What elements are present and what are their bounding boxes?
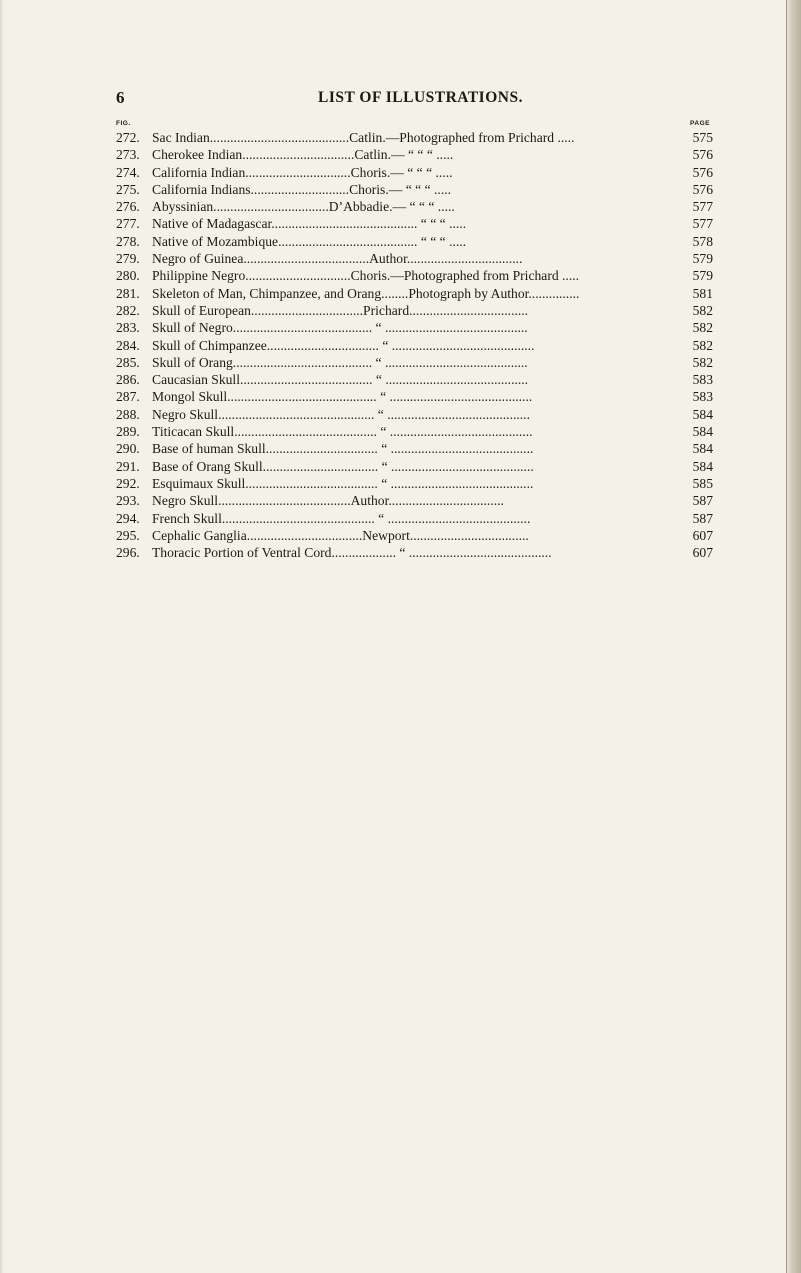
list-item	[116, 388, 713, 405]
list-item	[116, 164, 713, 181]
entry-page-number: 582	[692, 354, 713, 370]
page-left-edge	[0, 0, 4, 1273]
page-number: 6	[116, 88, 125, 107]
entry-page-number: 577	[692, 199, 713, 215]
entry-number: 295.	[116, 527, 140, 543]
entry-page-number: 579	[692, 268, 713, 284]
entry-description: Skull of European.................................Prichard...................................	[152, 302, 529, 318]
entry-number: 285.	[116, 354, 140, 370]
entry-number: 274.	[116, 164, 140, 180]
entry-page-number: 577	[692, 216, 713, 232]
fig-column-label: FIG.	[116, 120, 131, 127]
entry-number: 290.	[116, 441, 140, 457]
entry-number: 289.	[116, 424, 140, 440]
entry-page-number: 576	[692, 181, 713, 197]
entry-number: 272.	[116, 130, 140, 145]
list-item	[116, 285, 713, 302]
list-item	[116, 527, 713, 544]
entry-description: Mongol Skull............................................ “ ..........................................	[152, 389, 533, 405]
entry-number: 280.	[116, 268, 140, 284]
list-item	[116, 181, 713, 198]
entry-page-number: 607	[692, 527, 713, 543]
entry-description: California Indians.............................Choris.— “ “ “ .....	[152, 181, 452, 197]
entry-description: California Indian...............................Choris.— “ “ “ .....	[152, 164, 453, 180]
entry-page-number: 578	[692, 233, 713, 249]
entry-number: 294.	[116, 510, 140, 526]
list-item	[116, 129, 713, 146]
page-right-edge	[786, 0, 801, 1273]
entry-page-number: 584	[692, 406, 713, 422]
page-header	[0, 88, 801, 112]
list-item	[116, 302, 713, 319]
entry-page-number: 585	[692, 475, 713, 491]
entry-page-number: 582	[692, 302, 713, 318]
list-item	[116, 458, 713, 475]
entry-number: 288.	[116, 406, 140, 422]
entry-description: Caucasian Skull....................................... “ ..........................................	[152, 372, 529, 388]
list-item	[116, 250, 713, 267]
entry-description: Esquimaux Skull....................................... “ ..........................................	[152, 475, 534, 491]
list-item	[116, 146, 713, 163]
entry-description: Skull of Chimpanzee................................. “ ..........................................	[152, 337, 535, 353]
entry-page-number: 583	[692, 389, 713, 405]
list-item	[116, 337, 713, 354]
entry-page-number: 583	[692, 372, 713, 388]
list-item	[116, 475, 713, 492]
list-item	[116, 492, 713, 509]
list-item	[116, 371, 713, 388]
entry-number: 276.	[116, 199, 140, 215]
entry-page-number: 576	[692, 164, 713, 180]
entry-number: 286.	[116, 372, 140, 388]
entry-number: 282.	[116, 302, 140, 318]
entry-page-number: 584	[692, 441, 713, 457]
entry-number: 273.	[116, 147, 140, 163]
entry-description: Cephalic Ganglia..................................Newport...................................	[152, 527, 529, 543]
entry-description: Negro Skull.............................................. “ ..........................................	[152, 406, 530, 422]
entry-page-number: 607	[692, 545, 713, 561]
entry-description: French Skull............................................. “ ..........................................	[152, 510, 531, 526]
entry-description: Native of Mozambique......................................... “ “ “ .....	[152, 233, 467, 249]
entry-page-number: 587	[692, 510, 713, 526]
entry-page-number: 581	[692, 285, 713, 301]
entry-page-number: 584	[692, 458, 713, 474]
entry-number: 283.	[116, 320, 140, 336]
entry-description: Skeleton of Man, Chimpanzee, and Orang........Photograph by Author...............	[152, 285, 580, 301]
entry-page-number: 575	[692, 130, 713, 145]
entry-number: 281.	[116, 285, 140, 301]
entry-description: Base of Orang Skull.................................. “ ..........................................	[152, 458, 534, 474]
entry-description: Abyssinian..................................D’Abbadie.— “ “ “ .....	[152, 199, 455, 215]
entry-description: Native of Madagascar........................................... “ “ “ .....	[152, 216, 467, 232]
list-item	[116, 354, 713, 371]
list-item	[116, 233, 713, 250]
entry-description: Skull of Orang......................................... “ ..........................................	[152, 354, 528, 370]
illustration-list	[116, 129, 713, 561]
entry-page-number: 582	[692, 337, 713, 353]
entry-description: Titicacan Skull.......................................... “ ..........................................	[152, 424, 533, 440]
entry-description: Cherokee Indian.................................Catlin.— “ “ “ .....	[152, 147, 454, 163]
list-item	[116, 544, 713, 561]
list-item	[116, 319, 713, 336]
entry-page-number: 584	[692, 424, 713, 440]
list-item	[116, 198, 713, 215]
entry-number: 293.	[116, 493, 140, 509]
list-item	[116, 267, 713, 284]
list-item	[116, 406, 713, 423]
list-item	[116, 423, 713, 440]
entry-number: 292.	[116, 475, 140, 491]
entry-number: 284.	[116, 337, 140, 353]
entry-description: Skull of Negro......................................... “ ..........................................	[152, 320, 528, 336]
entry-page-number: 579	[692, 251, 713, 267]
entry-number: 296.	[116, 545, 140, 561]
entry-number: 279.	[116, 251, 140, 267]
entry-page-number: 576	[692, 147, 713, 163]
entry-description: Base of human Skull................................. “ ..........................................	[152, 441, 534, 457]
entry-page-number: 582	[692, 320, 713, 336]
page-column-label: PAGE	[690, 120, 710, 127]
entry-number: 287.	[116, 389, 140, 405]
list-item	[116, 510, 713, 527]
entry-number: 278.	[116, 233, 140, 249]
entry-description: Negro of Guinea.....................................Author..................................	[152, 251, 523, 267]
list-item	[116, 215, 713, 232]
entry-description: Negro Skull.......................................Author..................................	[152, 493, 504, 509]
entry-number: 291.	[116, 458, 140, 474]
list-item	[116, 440, 713, 457]
entry-description: Philippine Negro...............................Choris.—Photographed from Prichard .....	[152, 268, 580, 284]
entry-description: Thoracic Portion of Ventral Cord................... “ ..........................................	[152, 545, 552, 561]
page-title: LIST OF ILLUSTRATIONS.	[318, 89, 523, 106]
entry-number: 275.	[116, 181, 140, 197]
entry-description: Sac Indian.........................................Catlin.—Photographed from Prichard .....	[152, 130, 575, 145]
entry-number: 277.	[116, 216, 140, 232]
entry-page-number: 587	[692, 493, 713, 509]
